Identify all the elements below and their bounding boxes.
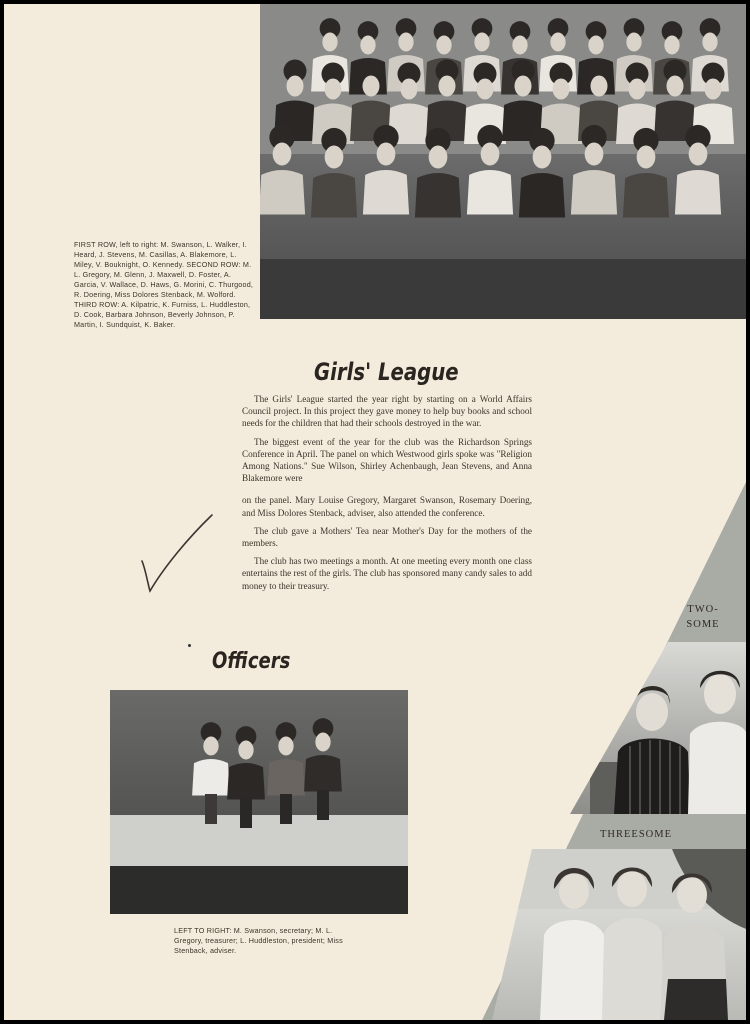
paragraph: on the panel. Mary Louise Gregory, Margaret Swanson, Rosemary Doering, and Miss Dolores Stenback, adviser, also attended the conference. xyxy=(242,495,532,518)
threesome-label: THREESOME xyxy=(600,829,672,840)
yearbook-page xyxy=(4,4,746,1020)
paragraph: The Girls' League started the year right by starting on a World Affairs Council project. In this project they gave money to help buy books and school needs for the children that had their schools destroyed in the war. xyxy=(242,394,532,429)
group-photo-caption: FIRST ROW, left to right: M. Swanson, L. Walker, I. Heard, J. Stevens, M. Casillas, A. Blakemore, L. Miley, V. Bouknight, O. Kennedy. SECOND ROW: M. L. Gregory, M. Glenn, J. Maxwell, D. Foster, A. Garcia, V. Wallace, D. Haws, G. Morini, C. Thurgood, R. Doering, Miss Dolores Stenback, M. Wolford. THIRD ROW: A. Kilpatric, K. Furniss, L. Huddleston, D. Cook, Barbara Johnson, Beverly Johnson, P. Martin, I. Sundquist, K. Baker. xyxy=(74,240,254,329)
paragraph: The club has two meetings a month. At one meeting every month one class entertains the rest of the girls. The club has sponsored many candy sales to add money to their treasury. xyxy=(242,556,532,591)
ink-dot xyxy=(188,644,191,647)
officers-caption: LEFT TO RIGHT: M. Swanson, secretary; M. L. Gregory, treasurer; L. Huddleston, president; Miss Stenback, adviser. xyxy=(174,926,343,955)
paragraph: The club gave a Mothers' Tea near Mother's Day for the mothers of the members. xyxy=(242,525,532,549)
section-title: Girls' League xyxy=(314,358,459,386)
paragraph: The biggest event of the year for the club was the Richardson Springs Conference in April. The panel on which Westwood girls spoke was "Religion Among Nations." Sue Wilson, Shirley Achenbaugh, Jean Stevens, and Anna Blakemore were xyxy=(242,436,532,484)
twosome-label: TWO-SOME xyxy=(686,604,720,630)
threesome-photo xyxy=(492,849,746,1020)
officers-title: Officers xyxy=(212,649,291,674)
